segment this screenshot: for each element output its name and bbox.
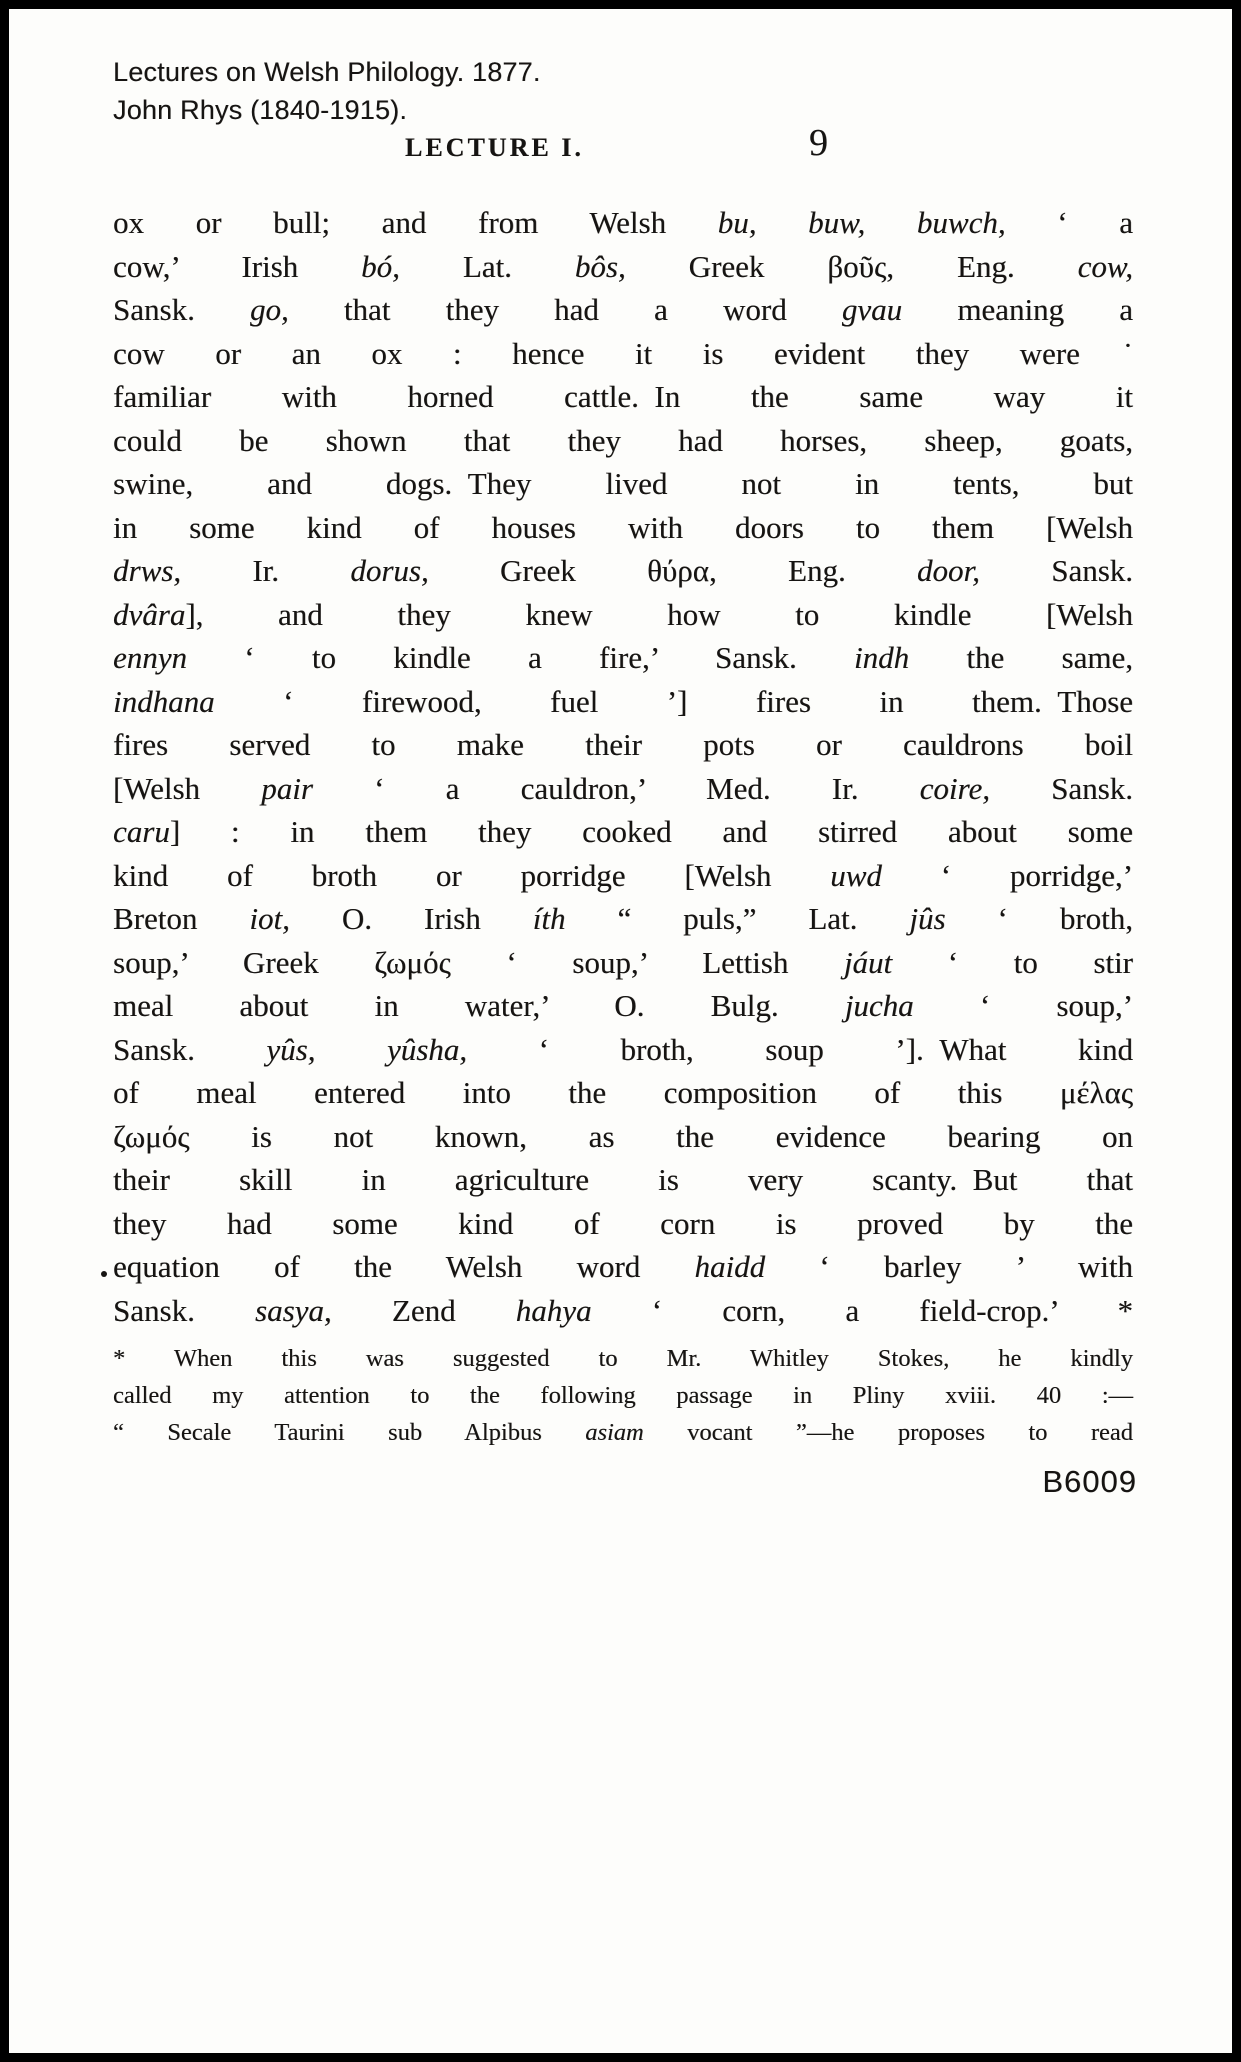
text-run: Sansk. (113, 1031, 267, 1067)
italic-run: uwd (830, 857, 882, 893)
italic-run: ennyn (113, 640, 188, 675)
page-number: 9 (809, 122, 828, 164)
italic-run: bó, (361, 248, 400, 284)
text-run: cow,’ Irish (113, 248, 362, 284)
greek-run: ζωμός (374, 944, 451, 980)
text-line (113, 1245, 1133, 1289)
catalog-number: B6009 (1042, 1464, 1137, 1499)
text-run: Eng. (716, 553, 918, 588)
text-run: Lat. (399, 248, 575, 284)
greek-run: βοῦς, (827, 248, 895, 284)
text-run: Sansk. (979, 553, 1134, 588)
text-run: ‘ to kindle a fire,’ Sansk. (187, 640, 855, 675)
italic-run: iot, (249, 901, 290, 936)
italic-run: bu, buw, buwch, (717, 205, 1006, 240)
text-run: ] : in them they cooked and stirred about some (169, 814, 1133, 849)
text-line (113, 1028, 1133, 1072)
text-line (113, 1071, 1133, 1115)
italic-run: gvau (841, 292, 903, 327)
text-line (113, 810, 1133, 854)
italic-run: sasya, (255, 1292, 332, 1328)
text-run: that they had a word (288, 292, 842, 327)
text-line (113, 854, 1133, 898)
text-run: in some kind of houses with doors to them [Welsh (113, 509, 1133, 545)
text-run: familiar with horned cattle. In the same way it (113, 379, 1133, 414)
text-line (113, 1289, 1133, 1333)
text-line (113, 332, 1133, 376)
italic-run: jûs (909, 901, 946, 936)
text-run: [Welsh (113, 770, 262, 806)
text-run: ‘ broth, (945, 901, 1134, 936)
text-run: meaning a (902, 292, 1133, 327)
text-line (113, 984, 1133, 1028)
italic-run: asiam (585, 1419, 644, 1446)
text-run: the same, (909, 640, 1133, 675)
text-run: is not known, as the evidence bearing on (189, 1118, 1133, 1154)
text-line (113, 549, 1133, 593)
text-run: Sansk. (113, 1292, 256, 1328)
text-run: of meal entered into the composition of this (113, 1075, 1060, 1110)
italic-run: indh (854, 640, 910, 675)
text-run: ‘ a cauldron,’ Med. Ir. (312, 770, 920, 806)
text-run: ox or bull; and from Welsh (113, 205, 718, 240)
text-line (113, 245, 1133, 289)
italic-run: cow, (1077, 248, 1134, 284)
body-text (113, 201, 1133, 1332)
text-line (113, 767, 1133, 811)
text-run: “ puls,” Lat. (565, 901, 910, 936)
meta-author: John Rhys (1840-1915). (113, 95, 408, 125)
text-run: Breton (113, 901, 250, 936)
italic-run: coire, (919, 770, 990, 806)
italic-run: hahya (515, 1292, 592, 1328)
greek-run: ζωμός (113, 1118, 190, 1154)
text-line (113, 1202, 1133, 1246)
text-run: ], and they knew how to kindle [Welsh (185, 596, 1133, 632)
italic-run: bôs, (574, 248, 626, 284)
text-run: ‘ a (1005, 205, 1133, 240)
text-line (113, 1340, 1133, 1377)
italic-run: caru (113, 814, 170, 849)
text-line (113, 941, 1133, 985)
text-run: ‘ soup,’ (913, 988, 1133, 1023)
text-run: “ Secale Taurini sub Alpibus (113, 1419, 586, 1446)
italic-run: jáut (843, 944, 893, 980)
footnote (113, 1340, 1133, 1451)
text-run: Greek (428, 553, 648, 588)
text-line (113, 462, 1133, 506)
text-line (113, 1158, 1133, 1202)
text-run: equation of the Welsh word (113, 1249, 695, 1284)
text-line (113, 1414, 1133, 1451)
italic-run: íth (532, 901, 566, 936)
text-run: ‘ to stir (892, 944, 1133, 980)
italic-run: jucha (844, 988, 914, 1023)
text-run: Zend (331, 1292, 516, 1328)
text-run: meal about in water,’ O. Bulg. (113, 988, 845, 1023)
italic-run: door, (917, 553, 980, 588)
text-run: ‘ firewood, fuel ’] fires in them. Those (214, 683, 1133, 719)
text-run: fires served to make their pots or cauldrons boil (113, 727, 1133, 762)
italic-run: drws, (113, 553, 182, 588)
text-line (113, 593, 1133, 637)
text-line (113, 419, 1133, 463)
text-line (113, 201, 1133, 245)
italic-run: go, (250, 292, 289, 327)
text-run: ‘ corn, a field-crop.’ * (591, 1292, 1133, 1328)
text-run: Sansk. (989, 770, 1133, 806)
text-run: Greek (625, 248, 828, 284)
italic-run: indhana (113, 683, 215, 719)
italic-run: pair (261, 770, 313, 806)
italic-run: haidd (694, 1249, 766, 1284)
text-run: Eng. (894, 248, 1078, 284)
text-run: called my attention to the following passage in Pliny xviii. 40 :— (113, 1382, 1133, 1409)
text-run: O. Irish (289, 901, 533, 936)
text-run: kind of broth or porridge [Welsh (113, 857, 831, 893)
ink-speck (101, 1271, 107, 1277)
text-line (113, 1377, 1133, 1414)
text-run: * When this was suggested to Mr. Whitley Stokes, he kindly (113, 1345, 1133, 1372)
text-run: vocant ”—he proposes to read (643, 1419, 1133, 1446)
greek-run: μέλας (1059, 1075, 1133, 1110)
text-line (113, 1115, 1133, 1159)
text-run: their skill in agriculture is very scanty. But that (113, 1162, 1133, 1197)
lecture-heading: LECTURE I. (405, 133, 584, 162)
meta-title: Lectures on Welsh Philology. 1877. (113, 57, 541, 87)
text-run: they had some kind of corn is proved by the (113, 1205, 1133, 1241)
text-line (113, 680, 1133, 724)
text-run: ‘ porridge,’ (881, 857, 1133, 893)
text-run: swine, and dogs. They lived not in tents, but (113, 466, 1133, 501)
text-line (113, 375, 1133, 419)
italic-run: dvâra (113, 596, 186, 632)
text-line (113, 506, 1133, 550)
text-run: cow or an ox : hence it is evident they were˙ (113, 335, 1133, 371)
text-line (113, 636, 1133, 680)
text-run: could be shown that they had horses, sheep, goats, (113, 422, 1133, 458)
text-run: ‘ broth, soup ’]. What kind (467, 1031, 1133, 1067)
text-run: ‘ soup,’ Lettish (450, 944, 844, 980)
text-line (113, 897, 1133, 941)
text-run: Ir. (181, 553, 351, 588)
scan-meta (113, 53, 541, 129)
text-run: soup,’ Greek (113, 944, 375, 980)
text-line (113, 723, 1133, 767)
text-run: ‘ barley ’ with (765, 1249, 1133, 1284)
italic-run: dorus, (350, 553, 429, 588)
text-line (113, 288, 1133, 332)
text-run: Sansk. (113, 292, 250, 327)
greek-run: θύρα, (647, 553, 717, 588)
italic-run: yûs, yûsha, (266, 1031, 468, 1067)
